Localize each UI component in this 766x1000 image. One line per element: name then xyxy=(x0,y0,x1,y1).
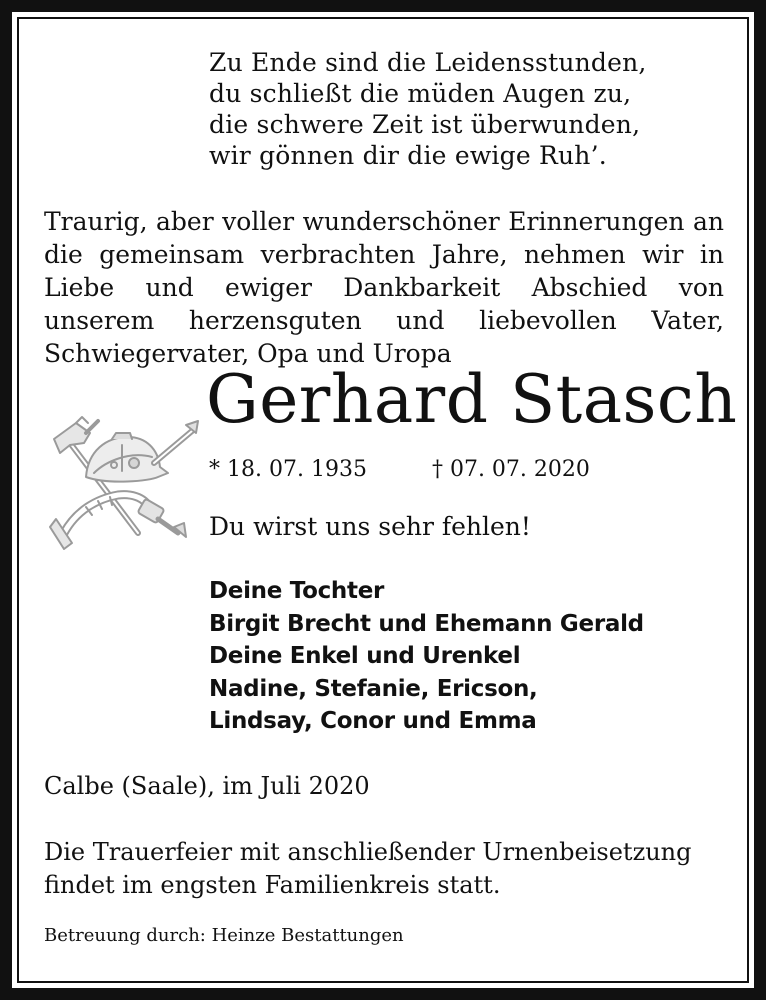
mourner-line: Deine Tochter xyxy=(209,578,385,604)
mourner-line: Birgit Brecht und Ehemann Gerald xyxy=(209,610,644,637)
birth-date: * 18. 07. 1935 xyxy=(209,457,367,482)
mourner-line: Nadine, Stefanie, Ericson, xyxy=(209,675,538,702)
undertaker-credit: Betreuung durch: Heinze Bestattungen xyxy=(44,925,404,946)
intro-text: Traurig, aber voller wunderschöner Erinnerungen an die gemeinsam verbrachten Jahre, nehmen wir in Liebe und ewiger Dankbarkeit Abschied von unserem herzensguten und liebevollen Vater, Schwiegervater, Opa und Uropa xyxy=(44,207,724,368)
mourners-list xyxy=(209,575,644,738)
life-dates xyxy=(209,455,590,485)
death-date: † 07. 07. 2020 xyxy=(431,457,590,482)
poem-line: die schwere Zeit ist überwunden, xyxy=(209,110,641,139)
funeral-note: Die Trauerfeier mit anschließender Urnenbeisetzung findet im engsten Familienkreis statt. xyxy=(44,838,692,899)
fire-brigade-emblem-icon xyxy=(46,415,202,555)
deceased-name: Gerhard Stasch xyxy=(206,361,738,438)
poem-line: du schließt die müden Augen zu, xyxy=(209,79,632,108)
poem-line: wir gönnen dir die ewige Ruh’. xyxy=(209,141,607,170)
mourner-line: Lindsay, Conor und Emma xyxy=(209,708,537,734)
place-and-date: Calbe (Saale), im Juli 2020 xyxy=(44,772,370,800)
mourner-line: Deine Enkel und Urenkel xyxy=(209,643,521,669)
farewell-line: Du wirst uns sehr fehlen! xyxy=(209,512,531,541)
poem-line: Zu Ende sind die Leidensstunden, xyxy=(209,48,647,77)
memorial-poem xyxy=(209,47,709,171)
